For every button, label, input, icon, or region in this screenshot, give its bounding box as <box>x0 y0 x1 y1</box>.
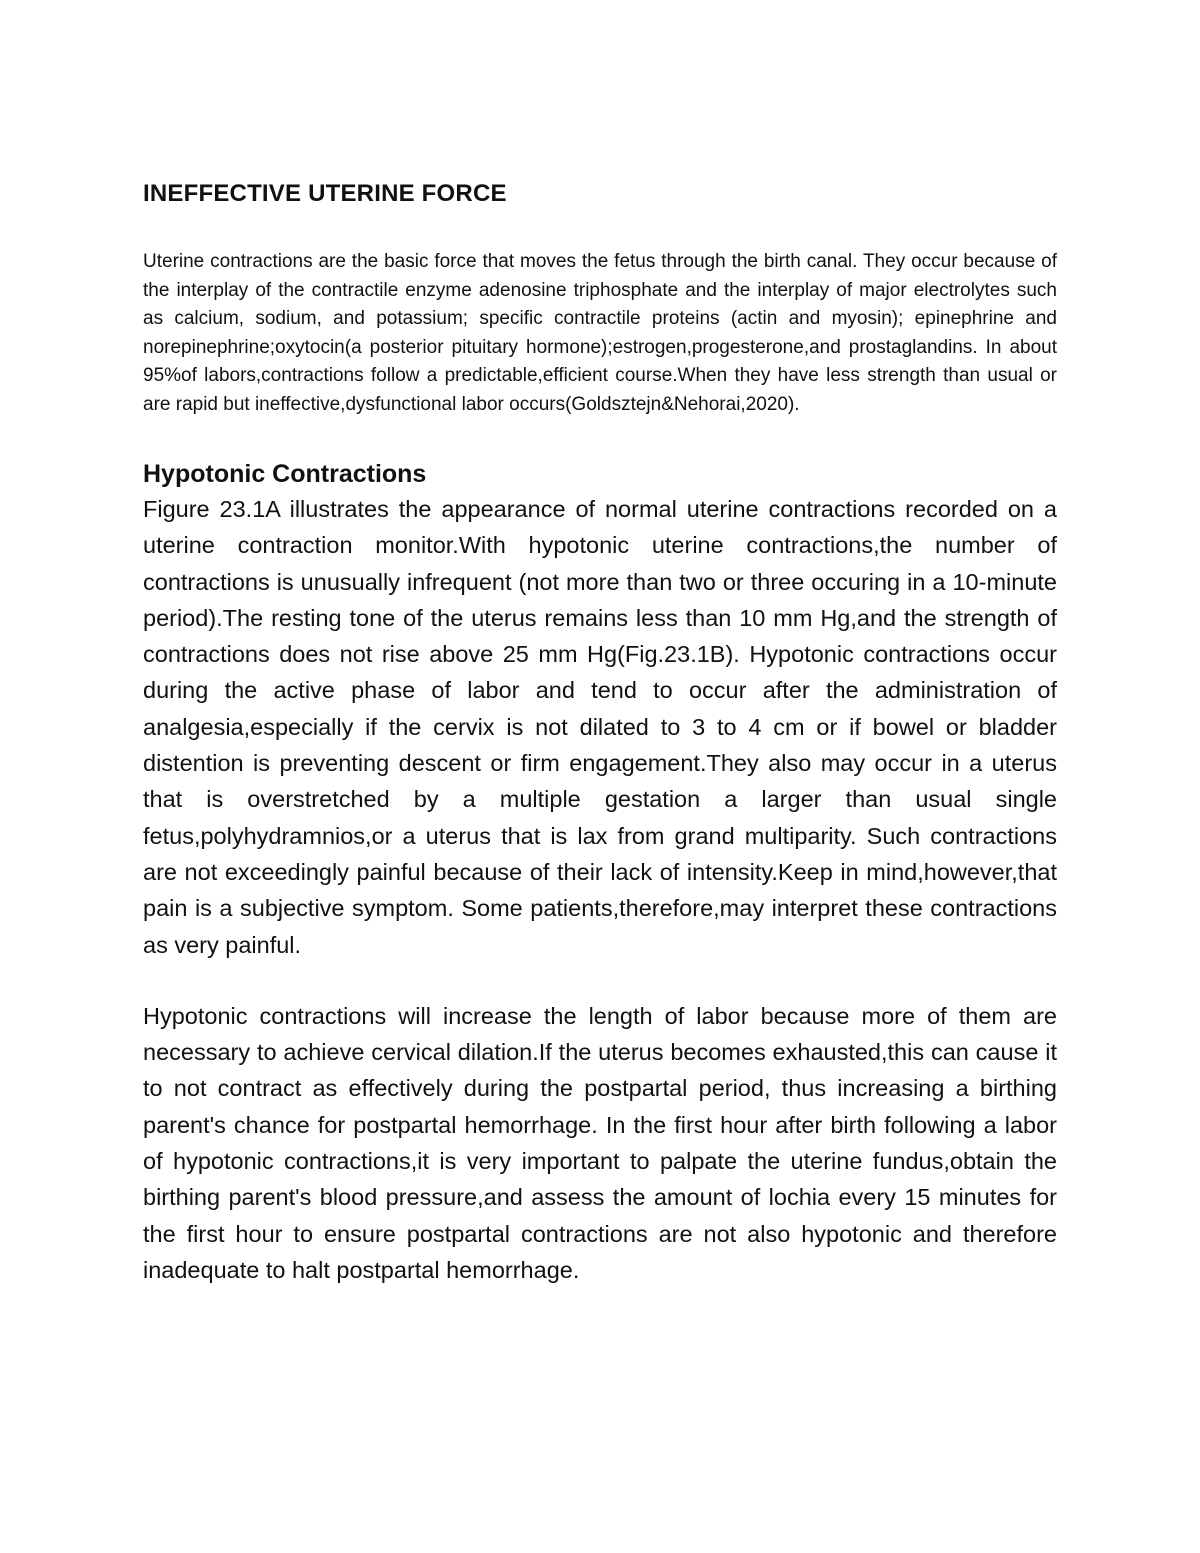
document-title: INEFFECTIVE UTERINE FORCE <box>143 180 507 207</box>
intro-paragraph: Uterine contractions are the basic force that moves the fetus through the birth canal. They occur because of the interplay of the contractile enzyme adenosine triphosphate and the interplay of major electrolytes such as calcium, sodium, and potassium; specific contractile proteins (actin and myosin); epinephrine and norepinephrine;oxytocin(a posterior pituitary hormone);estrogen,progesterone,and prostaglandins. In about 95%of labors,contractions follow a predictable,efficient course.When they have less strength than usual or are rapid but ineffective,dysfunctional labor occurs(Goldsztejn&Nehorai,2020). <box>143 251 1057 415</box>
section-heading: Hypotonic Contractions <box>143 460 427 488</box>
body-paragraph-1: Figure 23.1A illustrates the appearance of normal uterine contractions recorded on a uterine contraction monitor.With hypotonic uterine contractions,the number of contractions is unusually infrequent (not more than two or three occuring in a 10-minute period).The resting tone of the uterus remains less than 10 mm Hg,and the strength of contractions does not rise above 25 mm Hg(Fig.23.1B). Hypotonic contractions occur during the active phase of labor and tend to occur after the administration of analgesia,especially if the cervix is not dilated to 3 to 4 cm or if bowel or bladder distention is preventing descent or firm engagement.They also may occur in a uterus that is overstretched by a multiple gestation a larger than usual single fetus,polyhydramnios,or a uterus that is lax from grand multiparity. Such contractions are not exceedingly painful because of their lack of intensity.Keep in mind,however,that pain is a subjective symptom. Some patients,therefore,may interpret these contractions as very painful. <box>143 496 1057 958</box>
body-paragraph-2: Hypotonic contractions will increase the length of labor because more of them are necessary to achieve cervical dilation.If the uterus becomes exhausted,this can cause it to not contract as effectively during the postpartal period, thus increasing a birthing parent's chance for postpartal hemorrhage. In the first hour after birth following a labor of hypotonic contractions,it is very important to palpate the uterine fundus,obtain the birthing parent's blood pressure,and assess the amount of lochia every 15 minutes for the first hour to ensure postpartal contractions are not also hypotonic and therefore inadequate to halt postpartal hemorrhage. <box>143 1002 1057 1283</box>
document-page <box>143 178 1057 1288</box>
